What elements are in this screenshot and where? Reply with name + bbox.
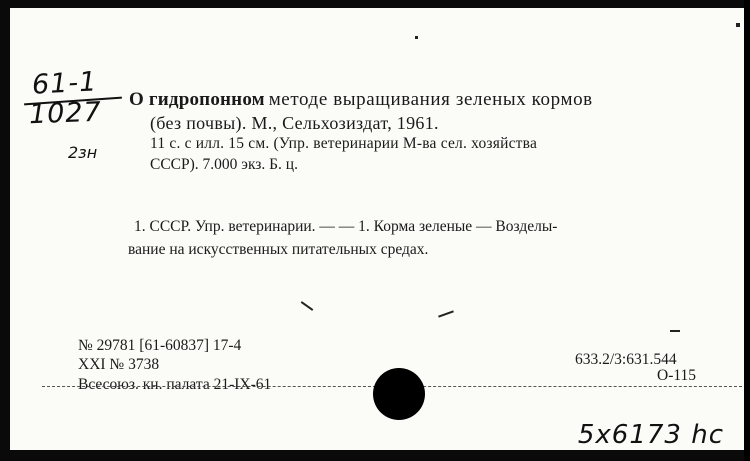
subject-heading-line-2: вание на искусственных питательных средах. bbox=[128, 241, 429, 258]
print-speck bbox=[415, 36, 418, 39]
physical-description: 11 с. с илл. 15 см. (Упр. ветеринарии М-ва сел. хозяйства bbox=[150, 135, 538, 152]
print-speck bbox=[438, 310, 454, 317]
card-title bbox=[129, 91, 593, 110]
handwritten-call-number-top: 61-1 bbox=[31, 66, 99, 101]
record-number: № 29781 [61-60837] 17-4 bbox=[78, 337, 242, 354]
bbk-classification: О-115 bbox=[657, 367, 697, 384]
handwritten-call-number-bottom: 1027 bbox=[28, 96, 103, 131]
card-punch-hole bbox=[373, 368, 425, 420]
subject-heading-line-1: 1. СССР. Упр. ветеринарии. — — 1. Корма зеленые — Возделы- bbox=[134, 218, 558, 235]
title-rest: методе выращивания зеленых кормов bbox=[268, 89, 593, 110]
handwritten-mark: 2зн bbox=[68, 143, 98, 162]
handwritten-signature: 5x6173 hc bbox=[577, 420, 724, 450]
scan-edge bbox=[744, 0, 750, 461]
series-continued: СССР). 7.000 экз. Б. ц. bbox=[150, 156, 298, 173]
title-lead: О гидропонном bbox=[129, 89, 265, 110]
book-chamber-stamp: Всесоюз. кн. палата 21-IX-61 bbox=[78, 376, 272, 393]
print-speck bbox=[301, 301, 314, 311]
title-subtitle-imprint: (без почвы). М., Сельхозиздат, 1961. bbox=[150, 113, 439, 133]
print-speck bbox=[736, 23, 740, 27]
udc-classification: 633.2/3:631.544 bbox=[575, 351, 677, 368]
print-speck bbox=[670, 330, 680, 332]
volume-number: XXI № 3738 bbox=[78, 356, 160, 373]
